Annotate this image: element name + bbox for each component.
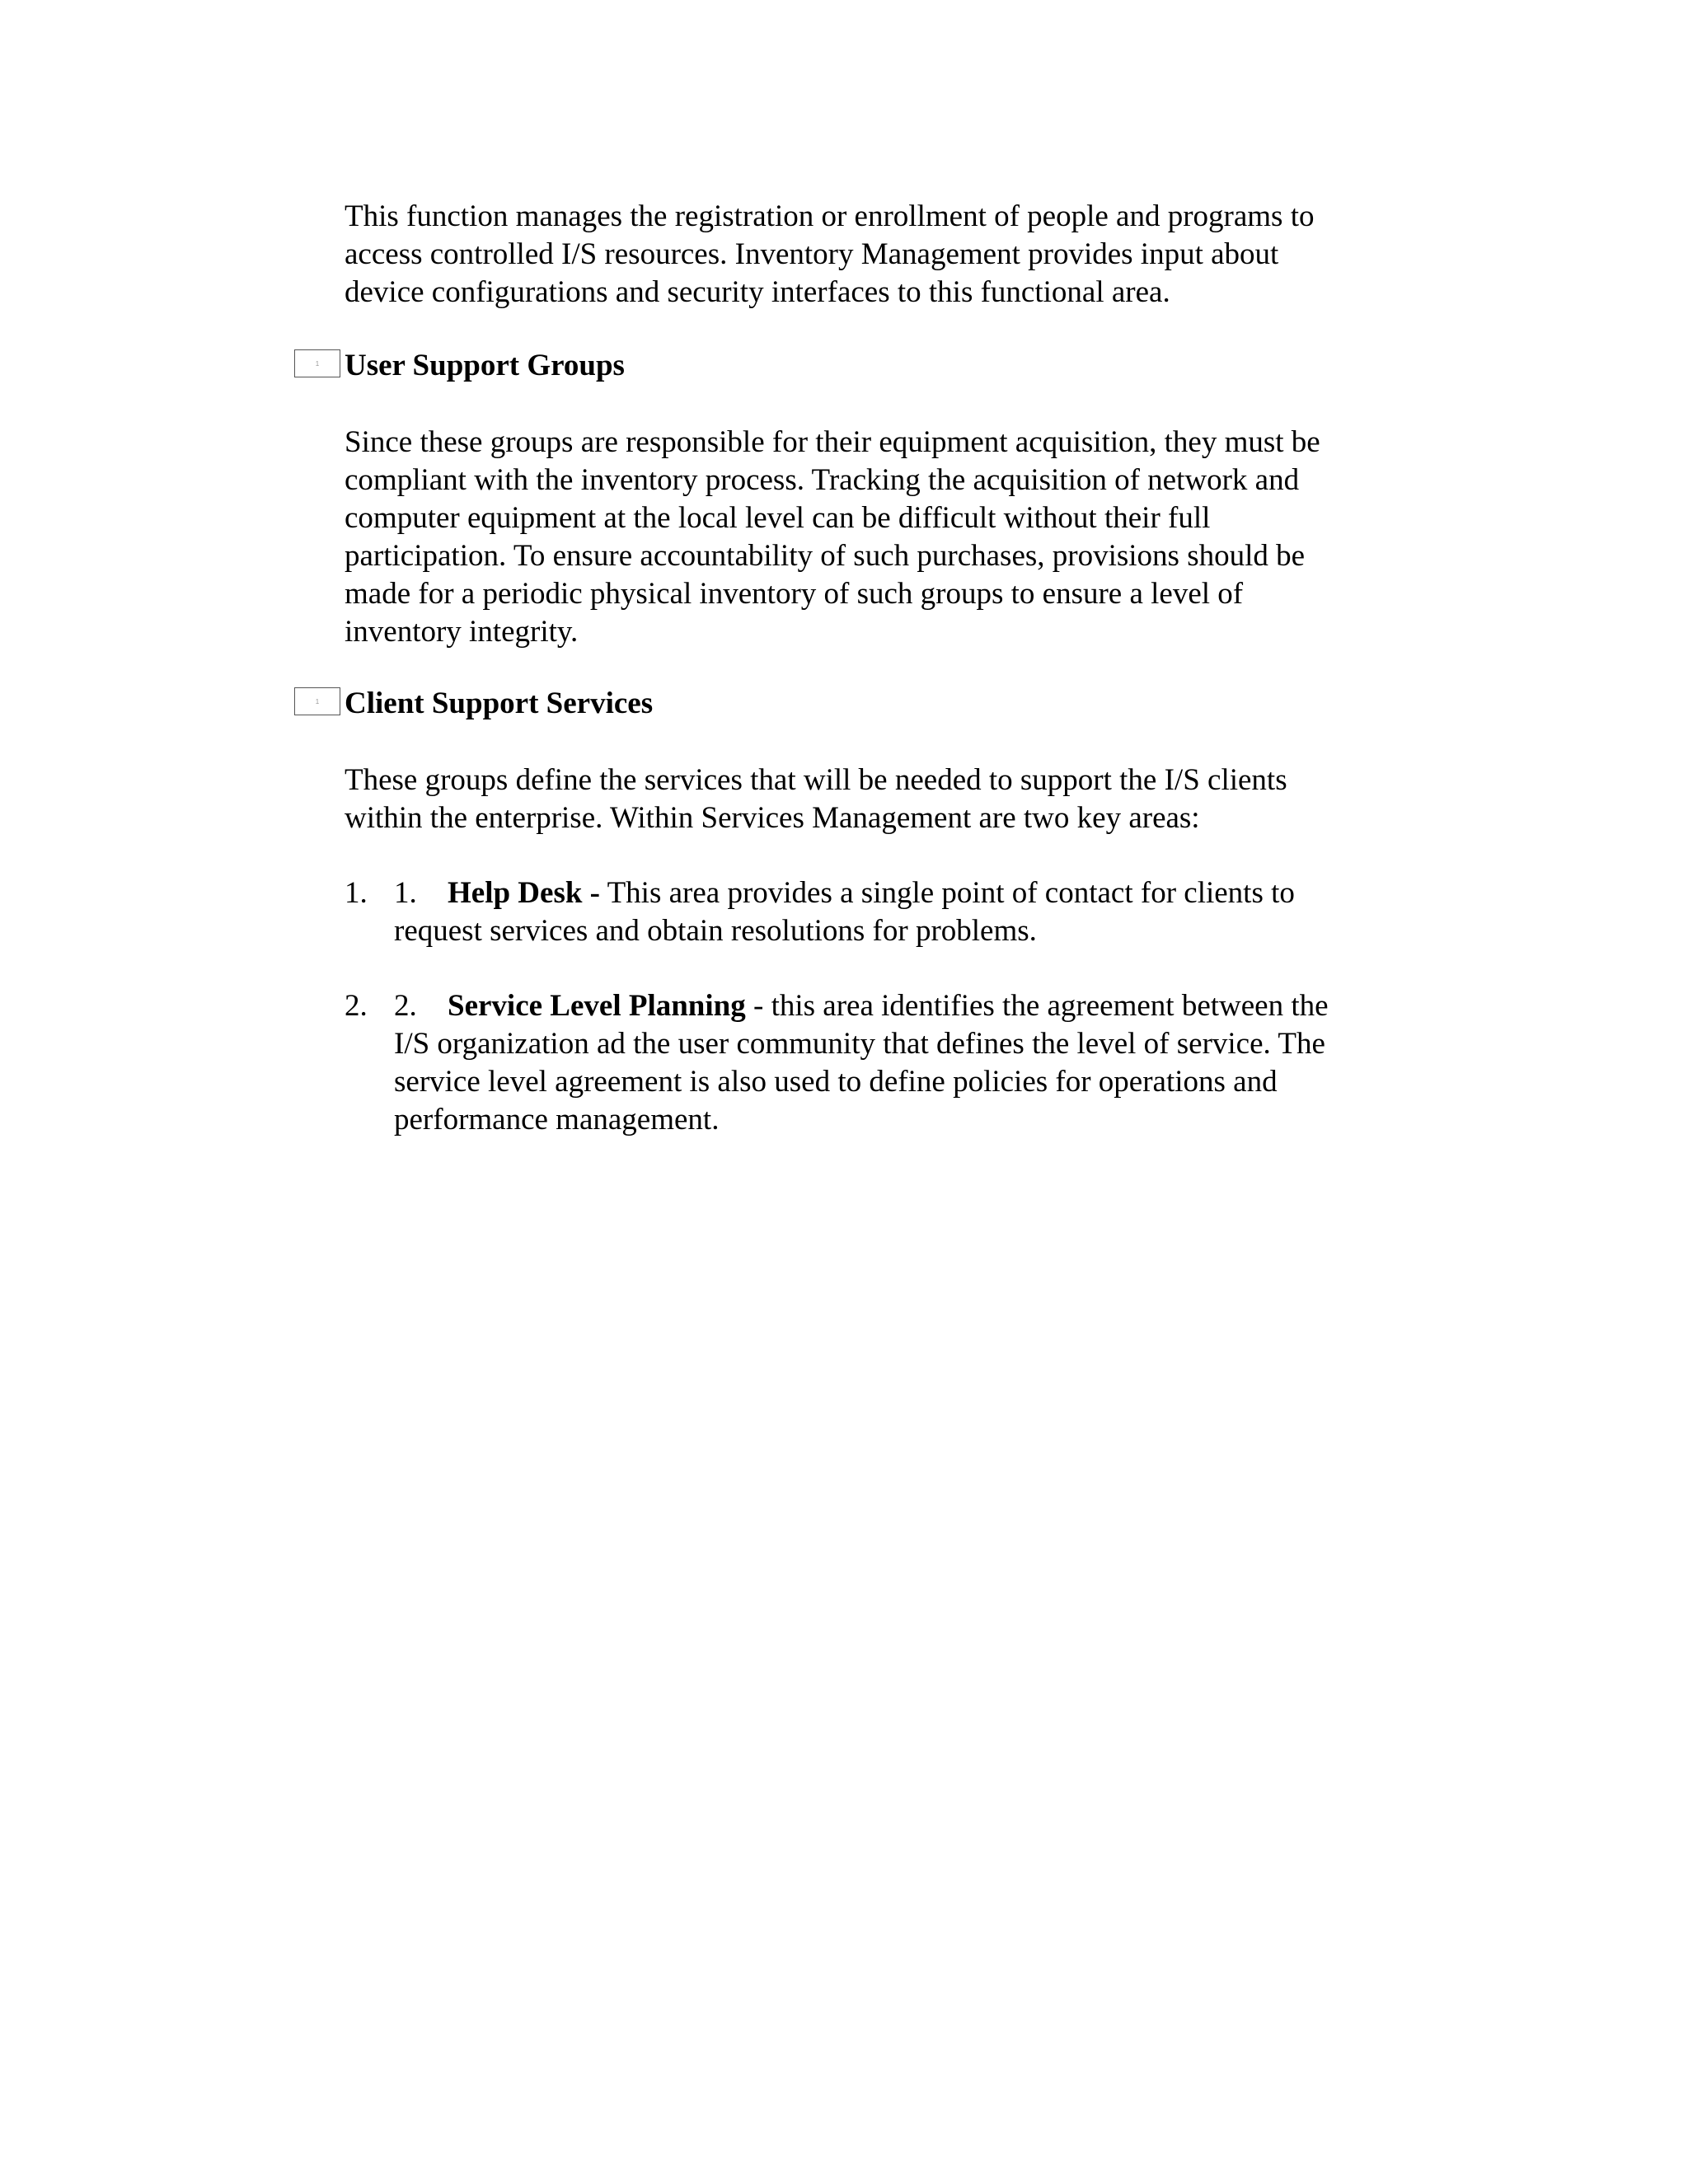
list-item-content bbox=[394, 874, 1437, 950]
section-marker-text: 1 bbox=[315, 697, 320, 705]
intro-paragraph: This function manages the registration or enrollment of people and programs to access controlled I/S resources. Inventory Management provides input about device configurations and security interfaces to this functional area. bbox=[345, 199, 1315, 309]
list-item-service-level-planning bbox=[345, 987, 1432, 1144]
list-item-term: Help Desk - bbox=[448, 876, 600, 910]
list-item-inner-number: 2. bbox=[394, 989, 417, 1023]
client-support-services-heading: Client Support Services bbox=[345, 687, 654, 720]
list-item-number: 1. bbox=[345, 876, 368, 910]
client-support-services-body: These groups define the services that will be needed to support the I/S clients within the enterprise. Within Services Management are two key areas: bbox=[345, 763, 1287, 835]
list-item-content bbox=[394, 987, 1437, 1139]
section-marker-text: 1 bbox=[315, 359, 320, 368]
list-item-number: 2. bbox=[345, 989, 368, 1023]
list-item-text: This area provides a single point of contact for clients to request services and obtain resolutions for problems. bbox=[394, 876, 1295, 948]
user-support-groups-heading: User Support Groups bbox=[345, 349, 625, 382]
section-marker-box bbox=[294, 349, 340, 377]
list-item-inner-number: 1. bbox=[394, 876, 417, 910]
list-item-term: Service Level Planning bbox=[448, 989, 746, 1023]
list-item-text: - this area identifies the agreement between the I/S organization ad the user community that defines the level of service. The service level agreement is also used to define policies for operations and performance management. bbox=[394, 989, 1329, 1137]
section-marker-box bbox=[294, 687, 340, 715]
list-item-help-desk bbox=[345, 874, 1432, 957]
user-support-groups-body: Since these groups are responsible for their equipment acquisition, they must be compliant with the inventory process. Tracking the acquisition of network and computer equipment at the local level can be difficult without their full participation. To ensure accountability of such purchases, provisions should be made for a periodic physical inventory of such groups to ensure a level of inventory integrity. bbox=[345, 425, 1320, 649]
